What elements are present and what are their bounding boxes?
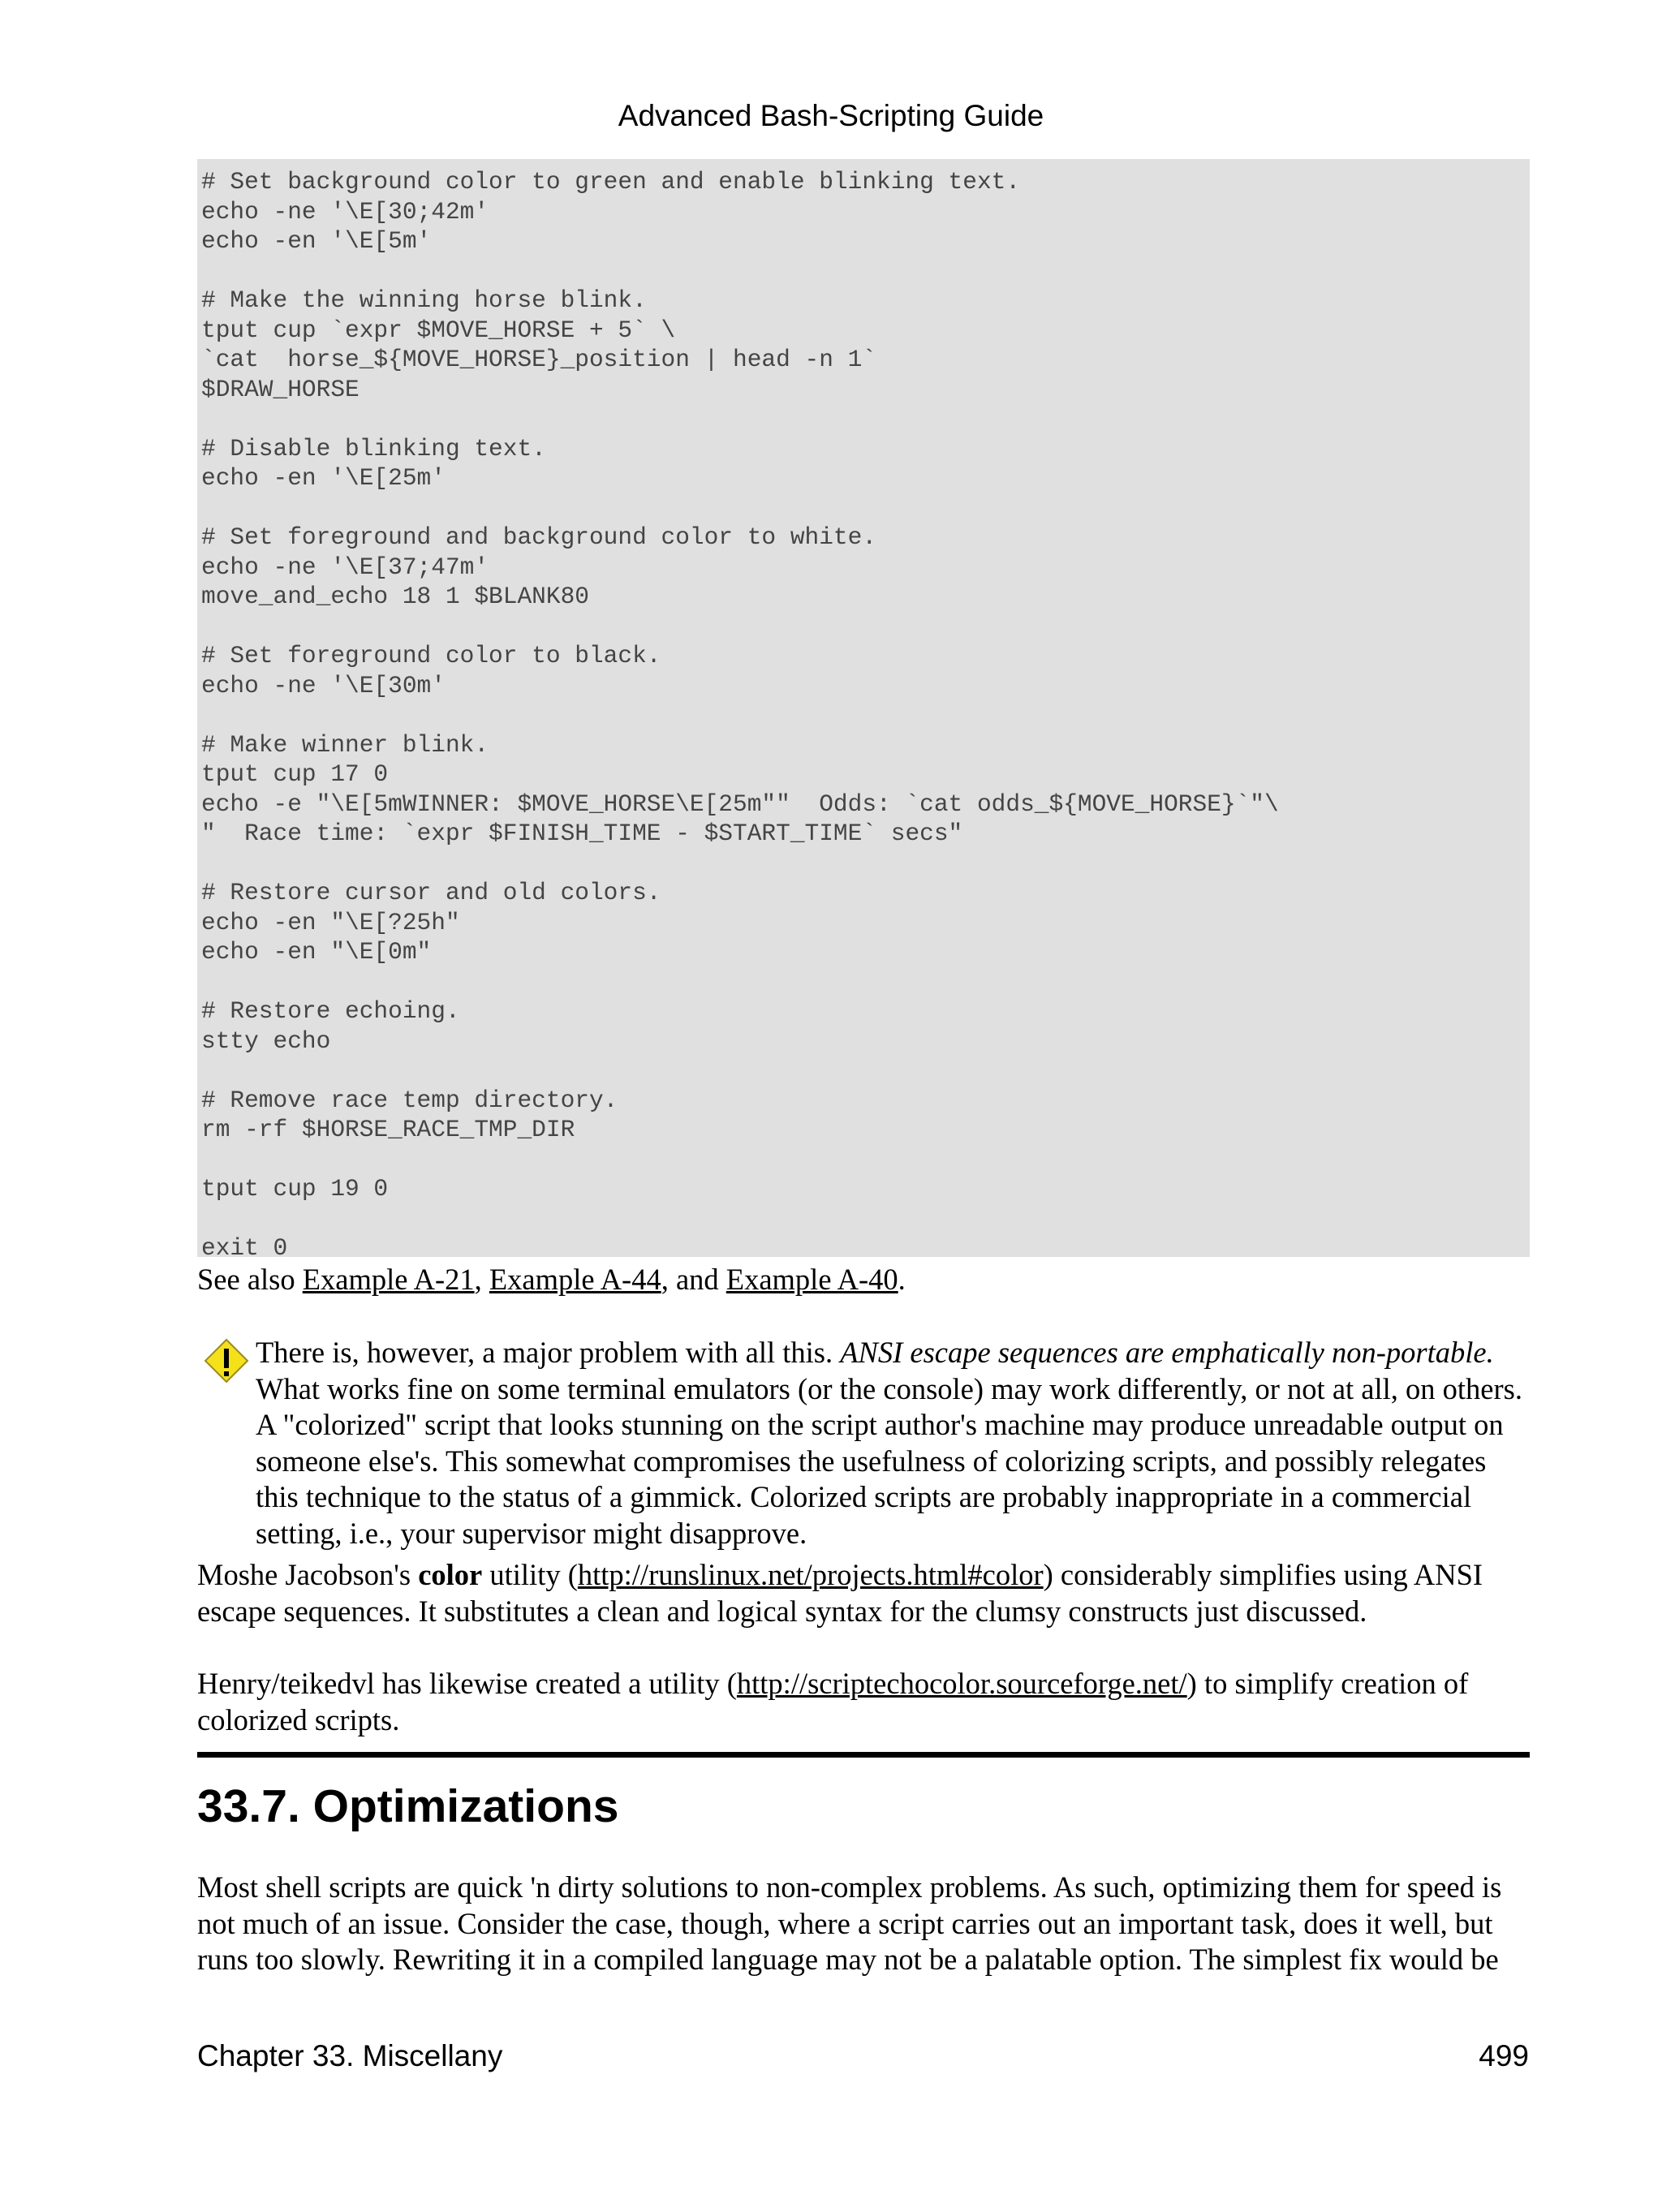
code-line [201, 1204, 1530, 1234]
link-example-a21[interactable]: Example A-21 [302, 1263, 475, 1296]
code-line [201, 849, 1530, 879]
code-line [201, 1145, 1530, 1175]
code-line [201, 612, 1530, 642]
link-runslinux[interactable]: http://runslinux.net/projects.html#color [577, 1558, 1044, 1591]
code-line: echo -en '\E[5m' [201, 227, 432, 255]
section-title: 33.7. Optimizations [197, 1780, 619, 1832]
code-line: $DRAW_HORSE [201, 375, 360, 403]
code-line [201, 1056, 1530, 1086]
warning-note [256, 1335, 1534, 1551]
code-line: echo -en "\E[?25h" [201, 908, 460, 936]
warning-rest: What works fine on some terminal emulators (or the console) may work differently, or not at all, on others. A "colorized" script that looks stunning on the script author's machine may produce unreadable output on someone else's. This somewhat compromises the usefulness of colorizing scripts, and possibly relegates this technique to the status of a gimmick. Colorized scripts are probably inappropriate in a commercial setting, i.e., your supervisor might disapprove. [256, 1371, 1522, 1550]
color-para-lead: Moshe Jacobson's [197, 1558, 419, 1591]
code-line: stty echo [201, 1026, 331, 1055]
code-line: tput cup 17 0 [201, 760, 389, 788]
section-divider [197, 1752, 1530, 1758]
code-line: # Restore echoing. [201, 997, 460, 1025]
code-line: echo -ne '\E[37;47m' [201, 553, 489, 581]
warning-emphasis: ANSI escape sequences are emphatically non-portable. [840, 1336, 1494, 1369]
warning-lead: There is, however, a major problem with all this. [256, 1336, 841, 1369]
link-example-a44[interactable]: Example A-44 [489, 1263, 661, 1296]
color-para-mid: utility ( [482, 1558, 578, 1591]
code-line: " Race time: `expr $FINISH_TIME - $START_TIME` secs" [201, 820, 963, 847]
code-line: tput cup `expr $MOVE_HORSE + 5` \ [201, 316, 676, 344]
code-line: # Set background color to green and enable blinking text. [201, 168, 1021, 196]
code-line [201, 404, 1530, 434]
see-also-sep2: , and [661, 1263, 726, 1296]
code-line: tput cup 19 0 [201, 1175, 389, 1203]
see-also-line [197, 1262, 906, 1298]
warning-icon [203, 1337, 250, 1384]
footer-chapter: Chapter 33. Miscellany [197, 2039, 503, 2072]
code-line: # Make the winning horse blink. [201, 286, 647, 314]
code-line: echo -en '\E[25m' [201, 464, 446, 492]
code-line: echo -e "\E[5mWINNER: $MOVE_HORSE\E[25m"" Odds: `cat odds_${MOVE_HORSE}`"\ [201, 790, 1279, 818]
code-line [201, 256, 1530, 286]
code-line: # Make winner blink. [201, 730, 489, 759]
link-scriptechocolor[interactable]: http://scriptechocolor.sourceforge.net/ [736, 1667, 1187, 1700]
code-line: # Set foreground and background color to white. [201, 523, 877, 551]
paragraph-optimizations: Most shell scripts are quick 'n dirty solutions to non-complex problems. As such, optimizing them for speed is not much of an issue. Consider the case, though, where a script carries out an important task, does it well, but runs too slowly. Rewriting it in a compiled language may not be a palatable option. The simplest fix would be [197, 1870, 1502, 1976]
code-line: echo -en "\E[0m" [201, 938, 432, 966]
code-line: echo -ne '\E[30;42m' [201, 197, 489, 226]
code-line: echo -ne '\E[30m' [201, 671, 446, 699]
page-header: Advanced Bash-Scripting Guide [618, 99, 1044, 132]
code-line: `cat horse_${MOVE_HORSE}_position | head -n 1` [201, 346, 877, 373]
code-line: exit 0 [201, 1234, 288, 1262]
code-line [201, 700, 1530, 730]
color-para-rest: ) considerably simplifies using ANSI escape sequences. It substitutes a clean and logical syntax for the clumsy constructs just discussed. [197, 1558, 1483, 1628]
code-block [197, 159, 1530, 1262]
paragraph-henry-utility [197, 1666, 1532, 1738]
code-line: # Disable blinking text. [201, 434, 546, 463]
see-also-sep1: , [474, 1263, 489, 1296]
link-example-a40[interactable]: Example A-40 [726, 1263, 898, 1296]
see-also-suffix: . [898, 1263, 906, 1296]
paragraph-color-utility [197, 1557, 1532, 1629]
see-also-prefix: See also [197, 1263, 303, 1296]
henry-para-rest: ) to simplify creation of colorized scripts. [197, 1667, 1469, 1736]
code-line [201, 493, 1530, 523]
henry-para-lead: Henry/teikedvl has likewise created a utility ( [197, 1667, 737, 1700]
code-line: # Set foreground color to black. [201, 642, 661, 669]
code-line: rm -rf $HORSE_RACE_TMP_DIR [201, 1116, 575, 1143]
code-line: move_and_echo 18 1 $BLANK80 [201, 583, 589, 610]
color-utility-name: color [418, 1558, 483, 1591]
code-line: # Remove race temp directory. [201, 1086, 618, 1114]
code-line [201, 967, 1530, 997]
code-line: # Restore cursor and old colors. [201, 879, 661, 906]
footer-page-number: 499 [1479, 2039, 1529, 2072]
